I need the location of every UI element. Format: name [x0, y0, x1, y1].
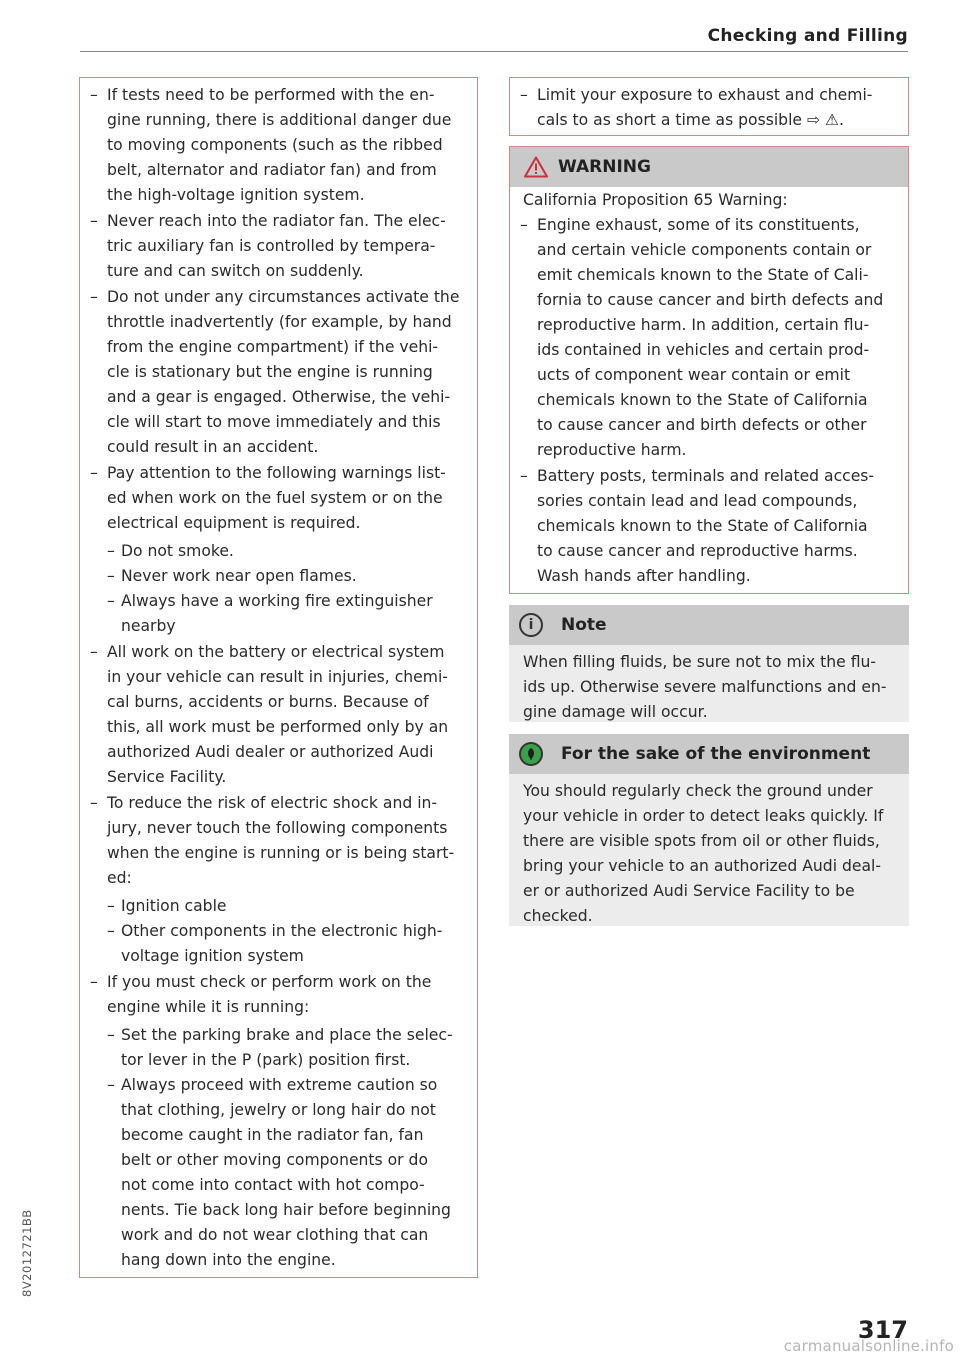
environment-label: For the sake of the environment — [561, 744, 871, 764]
note-callout — [509, 605, 909, 722]
sub-list-item: – Ignition cable — [80, 894, 465, 919]
page-number: 317 — [857, 1316, 908, 1344]
note-text: When filling fluids, be sure not to mix the flu- ids up. Otherwise severe malfunctions and en- gine damage will occur. — [523, 653, 887, 721]
sub-list-item: – Other components in the electronic high- voltage ignition system — [80, 919, 465, 969]
list-item: – Battery posts, terminals and related acces- sories contain lead and lead compounds, chemicals known to the State of California to cause cancer and reproductive harms. Wash hands after handling. — [510, 464, 908, 589]
info-icon: i — [519, 613, 543, 637]
exhaust-list — [510, 83, 908, 133]
sub-list-item: – Always have a working fire extinguisher nearby — [80, 589, 465, 639]
warning-callout — [509, 146, 909, 594]
sub-list-item: – Set the parking brake and place the selec- tor lever in the P (park) position first. — [80, 1023, 465, 1073]
safety-warning-list-box — [79, 77, 478, 1278]
header-rule — [80, 51, 908, 52]
left-warning-list — [80, 83, 477, 1273]
warning-label: WARNING — [558, 157, 651, 177]
leaf-shape — [524, 747, 538, 761]
list-item: – Limit your exposure to exhaust and chemi- cals to as short a time as possible ⇨ ⚠. — [510, 83, 908, 133]
list-item: – Never reach into the radiator fan. The elec- tric auxiliary fan is controlled by tempera- ture and can switch on suddenly. — [80, 209, 465, 284]
list-item: – Pay attention to the following warnings list- ed when work on the fuel system or on the electrical equipment is required. — [80, 461, 465, 536]
page-header-title: Checking and Filling — [707, 26, 908, 46]
sub-list-item: – Always proceed with extreme caution so that clothing, jewelry or long hair do not become caught in the radiator fan, fan belt or other moving components or do not come into contact with hot compo- nents. Tie back long hair before beginning work and do not wear clothing that can hang down into the engine. — [80, 1073, 465, 1273]
warning-triangle-icon — [524, 156, 548, 178]
list-item: – Engine exhaust, some of its constituents, and certain vehicle components contain or emit chemicals known to the State of Cali- fornia to cause cancer and birth defects and reproductive harm. In addition, certain flu- ids contained in vehicles and certain prod- ucts of component wear contain or emit chemicals known to the State of California to cause cancer and birth defects or other reproductive harm. — [510, 213, 908, 463]
document-code: 8V2012721BB — [20, 1209, 34, 1297]
list-item: – If you must check or perform work on the engine while it is running: — [80, 970, 465, 1020]
sub-list-item: – Never work near open flames. — [80, 564, 465, 589]
exhaust-exposure-box — [509, 77, 909, 136]
environment-text: You should regularly check the ground under your vehicle in order to detect leaks quickly. If there are visible spots from oil or other fluids, bring your vehicle to an authorized Audi deal- er or authorized Audi Service Facility to be checked. — [523, 782, 884, 925]
warning-header — [510, 147, 908, 187]
environment-callout — [509, 734, 909, 926]
sub-list-item: – Do not smoke. — [80, 539, 465, 564]
note-label: Note — [561, 615, 607, 635]
warning-list — [510, 213, 908, 589]
leaf-icon — [519, 742, 543, 766]
warning-intro: California Proposition 65 Warning: — [523, 191, 788, 209]
list-item: – If tests need to be performed with the en- gine running, there is additional danger due to moving components (such as the ribbed belt, alternator and radiator fan) and from the high-voltage ignition system. — [80, 83, 465, 208]
environment-header — [509, 734, 909, 774]
list-item: – All work on the battery or electrical system in your vehicle can result in injuries, chemi- cal burns, accidents or burns. Because of this, all work must be performed only by an authorized Audi dealer or authorized Audi Service Facility. — [80, 640, 465, 790]
note-header — [509, 605, 909, 645]
list-item: – Do not under any circumstances activate the throttle inadvertently (for example, by hand from the engine compartment) if the vehi- cle is stationary but the engine is running and a gear is engaged. Otherwise, the vehi- cle will start to move immediately and this could result in an accident. — [80, 285, 465, 460]
list-item: – To reduce the risk of electric shock and in- jury, never touch the following components when the engine is running or is being start- ed: — [80, 791, 465, 891]
watermark-link[interactable]: carmanualsonline.info — [783, 1337, 954, 1355]
